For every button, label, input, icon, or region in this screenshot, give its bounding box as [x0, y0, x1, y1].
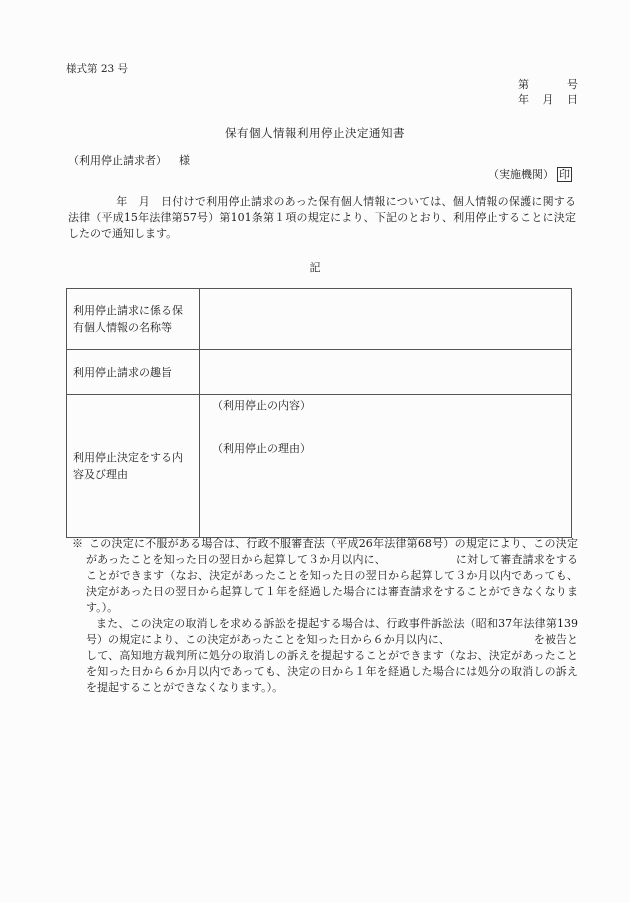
row-value — [200, 350, 572, 395]
recipient — [68, 152, 190, 168]
body-date-month: 月 — [138, 195, 150, 208]
note-appeal-text-b: に対して審査請求をすることができます（なお、決定があったことを知った日の翌日から起算して３か月以内であっても、決定があった日の翌日から起算して１年を経過した場合には審査請求をすることができなくなります。）。 — [86, 553, 579, 614]
note-lawsuit-text-a: また、この決定の取消しを求める訴訟を提起する場合は、行政事件訴訟法（昭和37年法律第139号）の規定により、この決定があったことを知った日から６か月以内に、 — [86, 617, 578, 646]
date-month: 月 — [542, 93, 554, 106]
note-mark: ※ — [72, 537, 84, 550]
note-appeal — [72, 536, 578, 616]
row-value — [200, 395, 572, 538]
document-title: 保有個人情報利用停止決定通知書 — [225, 126, 405, 140]
table-row — [67, 289, 572, 350]
document-date — [518, 91, 578, 107]
issuer — [488, 166, 572, 182]
seal-stamp: 印 — [559, 168, 570, 181]
table-row — [67, 350, 572, 395]
row-label: 利用停止請求の趣旨 — [67, 350, 200, 395]
body-date-year: 年 — [116, 195, 128, 208]
row-label: 利用停止請求に係る保有個人情報の名称等 — [67, 289, 200, 350]
note-lawsuit-text-b: を被告として、高知地方裁判所に処分の取消しの訴えを提起することができます（なお、決定があったことを知った日から６か月以内であっても、決定の日から１年を経過した場合には処分の取消しの訴えを提起することができなくなります。）。 — [86, 633, 579, 694]
notes — [72, 536, 578, 696]
row-value — [200, 289, 572, 350]
body-text: 日付けで利用停止請求のあった保有個人情報については、個人情報の保護に関する法律（平成15年法律第57号）第101条第１項の規定により、下記のとおり、利用停止することに決定したので通知します。 — [68, 195, 577, 240]
content-heading: （利用停止の内容） — [212, 399, 311, 412]
recipient-honorific: 様 — [179, 154, 190, 167]
document-number — [518, 76, 578, 92]
reason-heading: （利用停止の理由） — [212, 442, 311, 455]
note-lawsuit — [72, 616, 578, 696]
doc-number-prefix: 第 — [518, 78, 529, 91]
table-row — [67, 395, 572, 538]
issuer-label: （実施機関） — [488, 168, 554, 181]
row-label: 利用停止決定をする内容及び理由 — [67, 395, 200, 538]
note-appeal-text-a: この決定に不服がある場合は、行政不服審査法（平成26年法律第68号）の規定により、この決定があったことを知った日の翌日から起算して３か月以内に、 — [86, 537, 579, 566]
recipient-label: （利用停止請求者） — [68, 154, 167, 167]
ki-heading: 記 — [309, 261, 321, 274]
date-year: 年 — [518, 93, 529, 106]
form-number: 様式第 23 号 — [66, 63, 129, 75]
doc-number-suffix: 号 — [567, 78, 578, 91]
detail-table — [66, 288, 572, 538]
body-paragraph — [68, 194, 576, 242]
date-day: 日 — [567, 93, 578, 106]
